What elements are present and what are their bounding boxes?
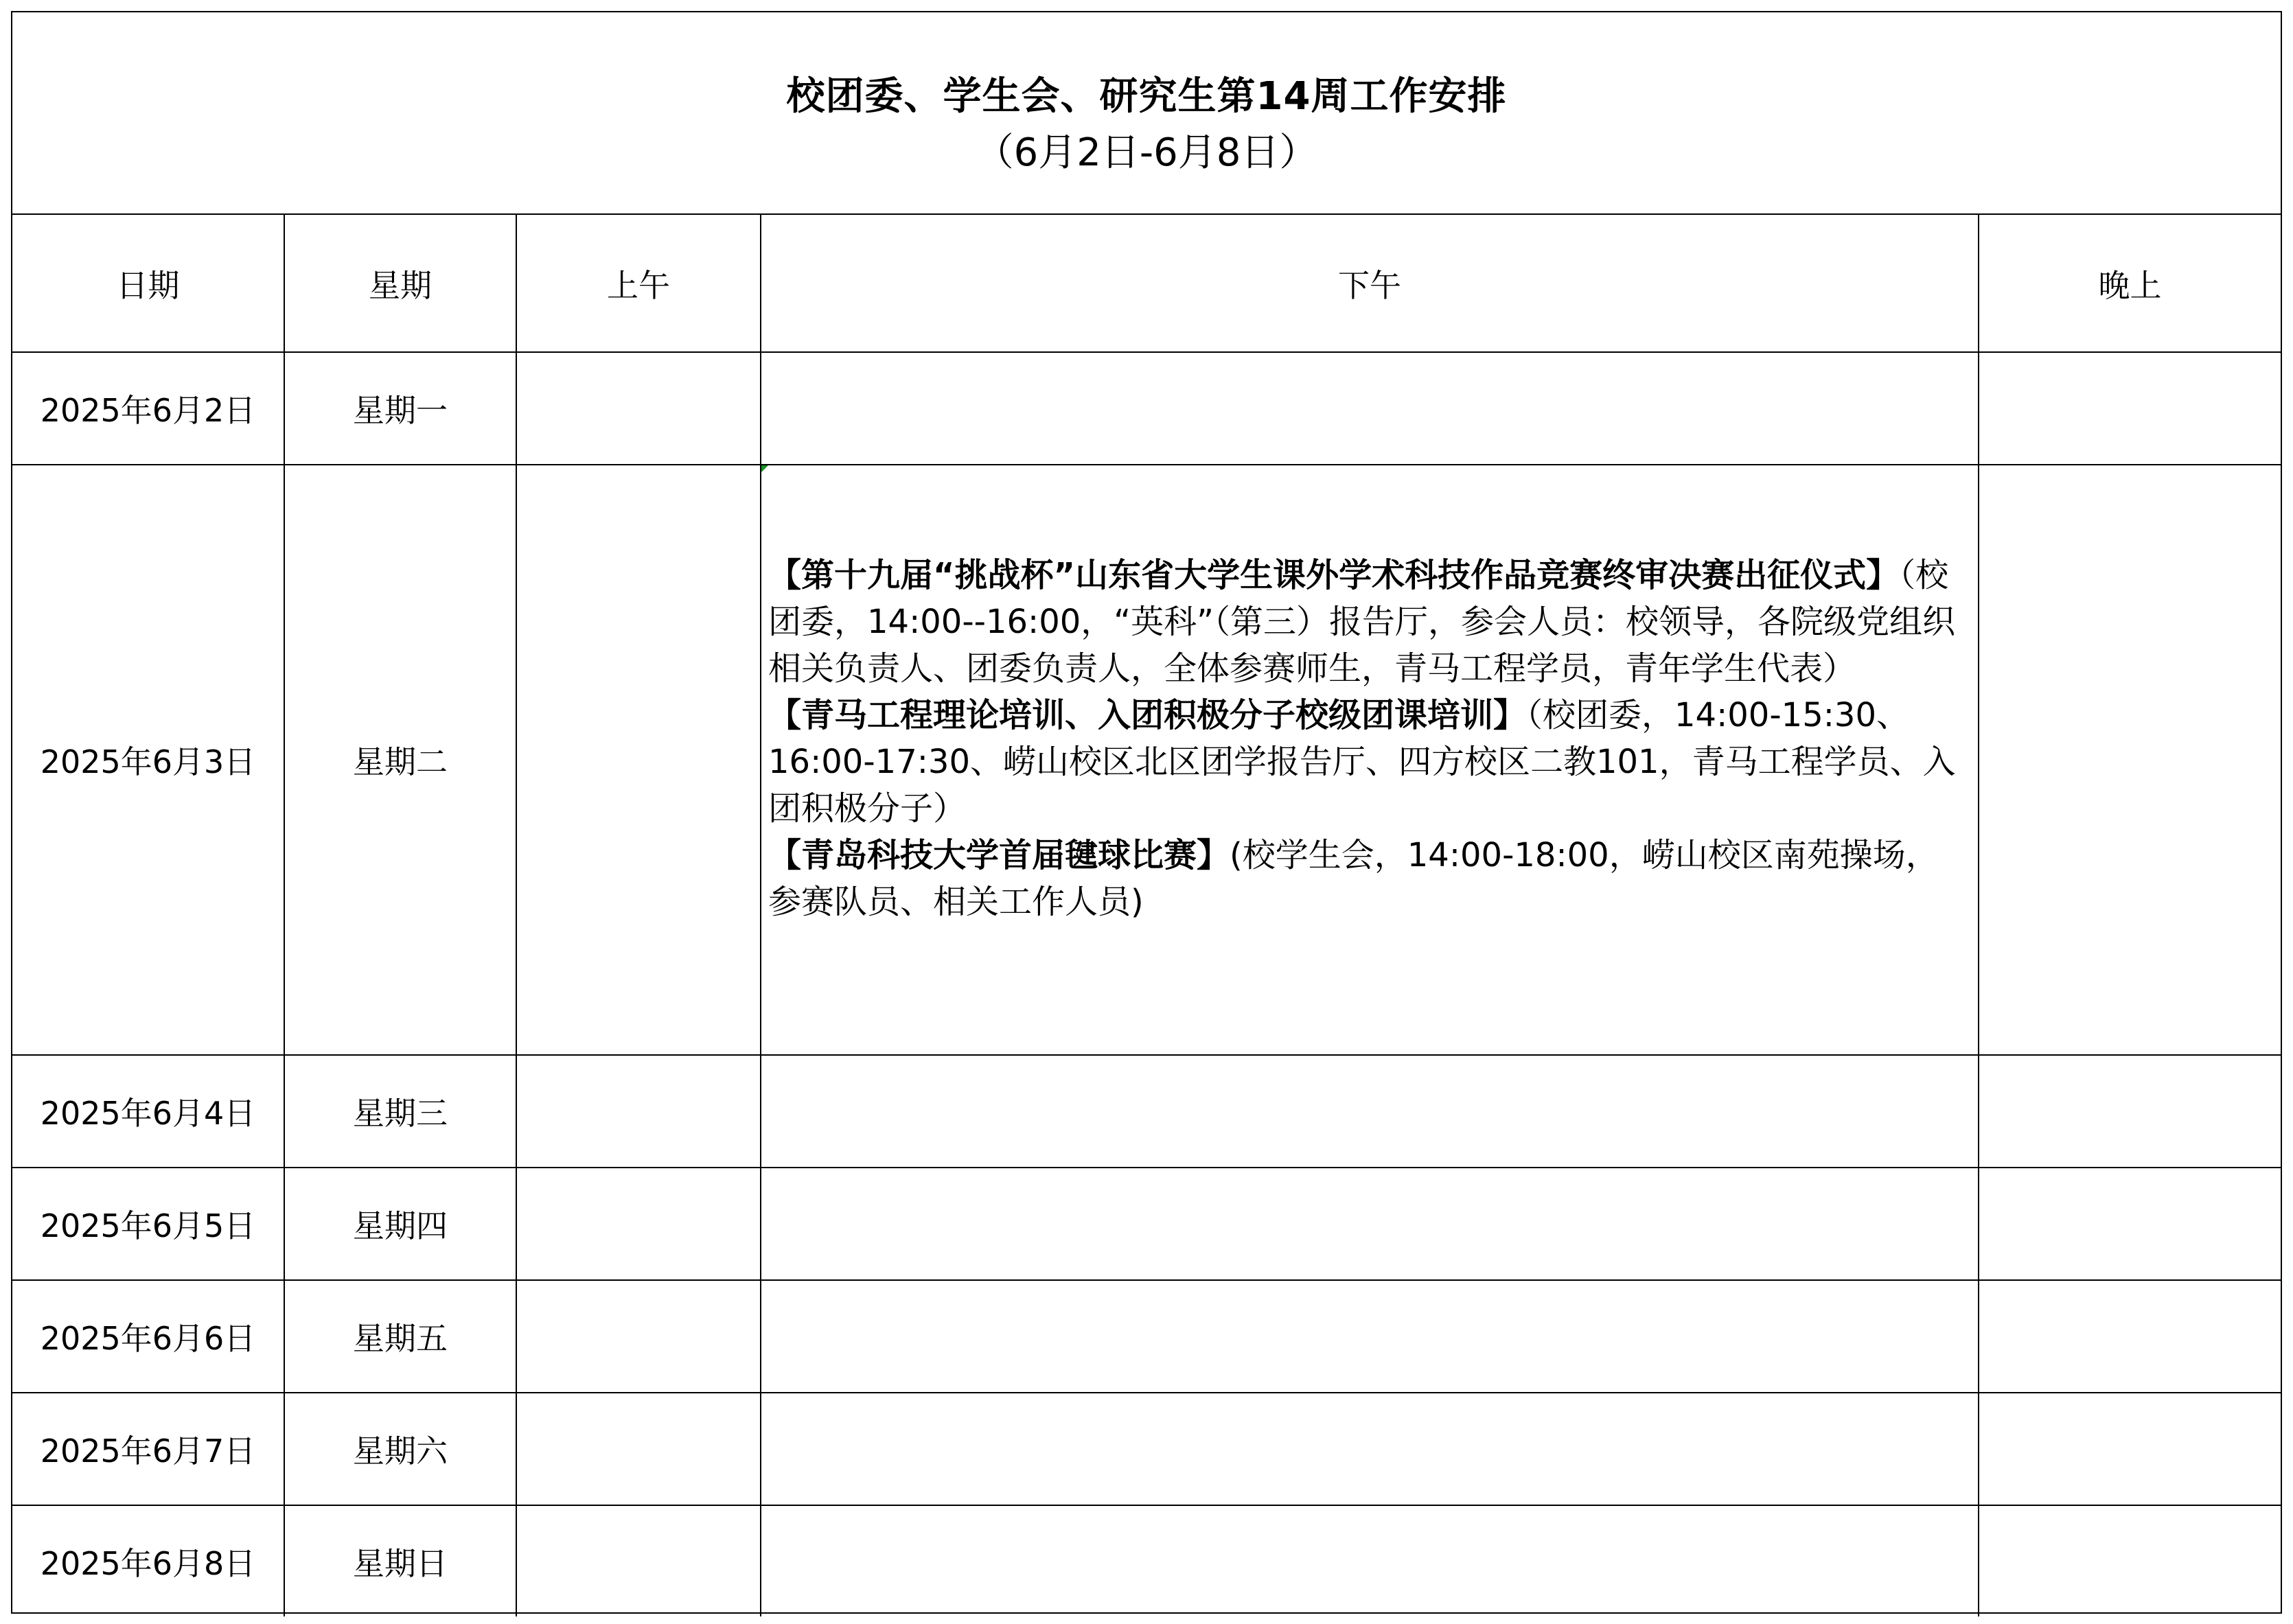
- morning-cell[interactable]: [516, 1393, 761, 1505]
- afternoon-cell[interactable]: [761, 1280, 1979, 1393]
- event-name: 【青岛科技大学首届毽球比赛】: [768, 836, 1230, 874]
- table-row: [12, 1055, 2281, 1168]
- header-morning[interactable]: 上午: [516, 215, 761, 352]
- morning-cell[interactable]: [516, 352, 761, 465]
- event-item: [768, 552, 1967, 692]
- afternoon-cell[interactable]: [761, 1055, 1979, 1168]
- weekday-cell[interactable]: 星期一: [284, 352, 516, 465]
- event-detail: (校学生会，14:00-18:00，崂山校区南苑操场，参赛队员、相关工作人员): [768, 836, 1939, 921]
- morning-cell[interactable]: [516, 1055, 761, 1168]
- date-cell[interactable]: 2025年6月3日: [12, 465, 284, 1055]
- date-cell[interactable]: 2025年6月5日: [12, 1168, 284, 1280]
- date-cell[interactable]: 2025年6月8日: [12, 1505, 284, 1616]
- event-name: 【青马工程理论培训、入团积极分子校级团课培训】: [768, 696, 1527, 734]
- morning-cell[interactable]: [516, 1168, 761, 1280]
- evening-cell[interactable]: [1979, 1280, 2281, 1393]
- title-area: [12, 12, 2281, 215]
- event-detail: （校团委，14:00--16:00，“英科”（第三）报告厅，参会人员：校领导，各院级党组织相关负责人、团委负责人，全体参赛师生，青马工程学员，青年学生代表）: [768, 556, 1956, 688]
- event-detail: （校团委，14:00-15:30、16:00-17:30、崂山校区北区团学报告厅、四方校区二教101，青马工程学员、入团积极分子）: [768, 696, 1956, 828]
- table-row: [12, 1280, 2281, 1393]
- event-name: 【第十九届“挑战杯”山东省大学生课外学术科技作品竞赛终审决赛出征仪式】: [768, 556, 1900, 594]
- date-cell[interactable]: 2025年6月6日: [12, 1280, 284, 1393]
- table-row: [12, 1393, 2281, 1505]
- table-row: [12, 1505, 2281, 1616]
- table-row: [12, 1168, 2281, 1280]
- morning-cell[interactable]: [516, 465, 761, 1055]
- morning-cell[interactable]: [516, 1280, 761, 1393]
- evening-cell[interactable]: [1979, 1055, 2281, 1168]
- evening-cell[interactable]: [1979, 1505, 2281, 1616]
- weekday-cell[interactable]: 星期四: [284, 1168, 516, 1280]
- date-cell[interactable]: 2025年6月2日: [12, 352, 284, 465]
- header-row: [12, 215, 2281, 352]
- evening-cell[interactable]: [1979, 1168, 2281, 1280]
- evening-cell[interactable]: [1979, 465, 2281, 1055]
- afternoon-cell[interactable]: [761, 1505, 1979, 1616]
- schedule-sheet: [11, 11, 2282, 1614]
- event-item: [768, 832, 1967, 925]
- weekday-cell[interactable]: 星期五: [284, 1280, 516, 1393]
- comment-marker-icon: [761, 465, 768, 472]
- afternoon-events-cell[interactable]: [761, 465, 1979, 1055]
- date-range-subtitle: （6月2日-6月8日）: [975, 130, 1318, 175]
- evening-cell[interactable]: [1979, 352, 2281, 465]
- weekday-cell[interactable]: 星期二: [284, 465, 516, 1055]
- evening-cell[interactable]: [1979, 1393, 2281, 1505]
- header-date[interactable]: 日期: [12, 215, 284, 352]
- event-list: [768, 552, 1967, 925]
- afternoon-cell[interactable]: [761, 1393, 1979, 1505]
- schedule-table: [12, 215, 2281, 1616]
- weekday-cell[interactable]: 星期六: [284, 1393, 516, 1505]
- table-row: [12, 352, 2281, 465]
- date-cell[interactable]: 2025年6月4日: [12, 1055, 284, 1168]
- afternoon-cell[interactable]: [761, 1168, 1979, 1280]
- morning-cell[interactable]: [516, 1505, 761, 1616]
- table-row: [12, 465, 2281, 1055]
- date-cell[interactable]: 2025年6月7日: [12, 1393, 284, 1505]
- event-item: [768, 692, 1967, 832]
- header-evening[interactable]: 晚上: [1979, 215, 2281, 352]
- afternoon-cell[interactable]: [761, 352, 1979, 465]
- weekday-cell[interactable]: 星期三: [284, 1055, 516, 1168]
- header-afternoon[interactable]: 下午: [761, 215, 1979, 352]
- header-weekday[interactable]: 星期: [284, 215, 516, 352]
- page-title: 校团委、学生会、研究生第14周工作安排: [786, 74, 1507, 119]
- weekday-cell[interactable]: 星期日: [284, 1505, 516, 1616]
